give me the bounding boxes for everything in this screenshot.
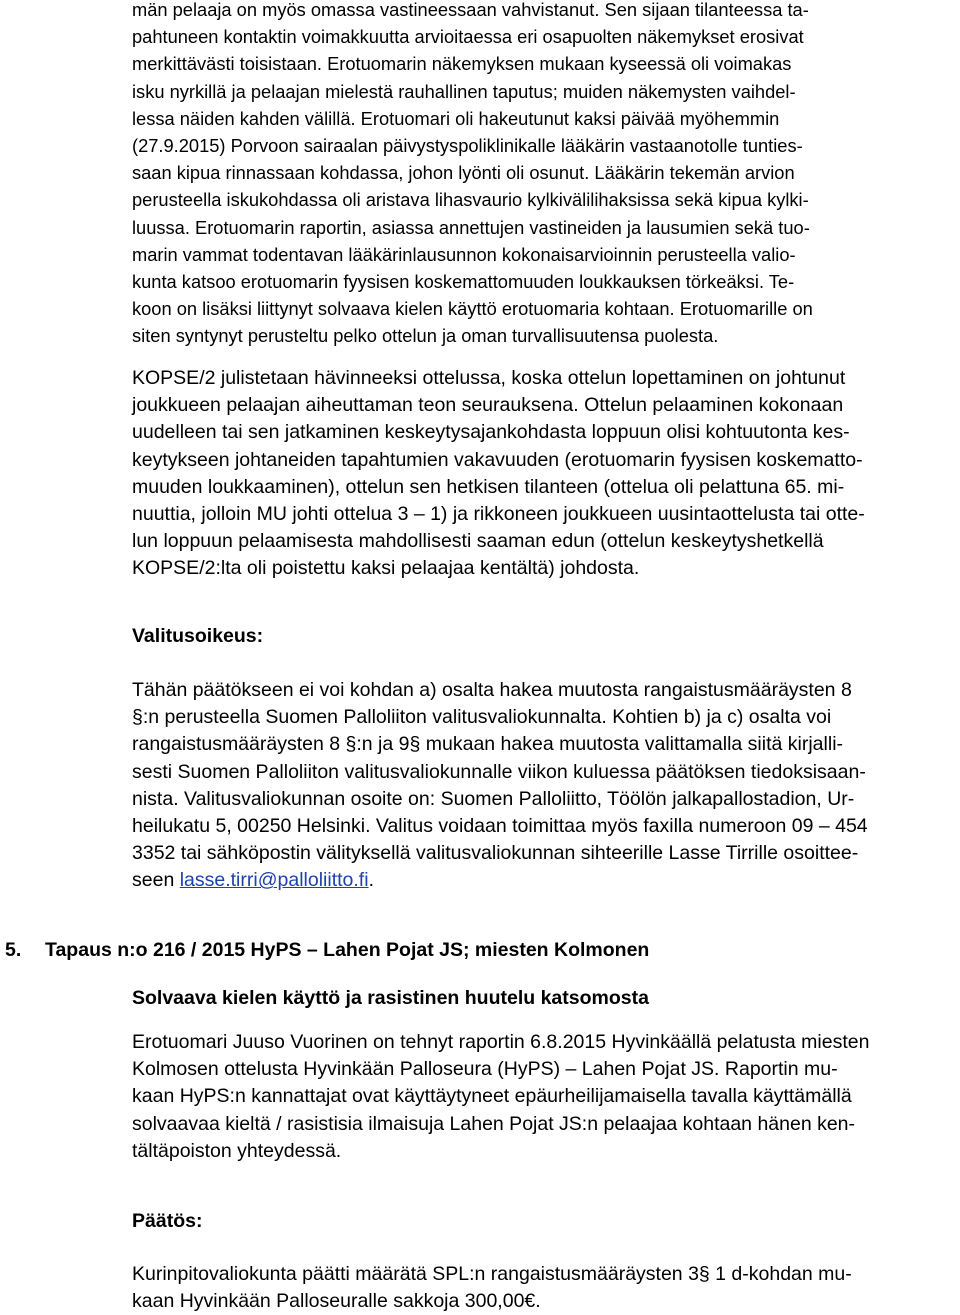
text-line: marin vammat todentavan lääkärinlausunnon kokonaisarvioinnin perusteella valio- [132,243,796,265]
text-line: lun loppuun pelaamisesta mahdollisesti saaman edun (ottelun keskeytyshetkellä [132,530,824,553]
text-line: luussa. Erotuomarin raportin, asiassa annettujen vastineiden ja lausumien sekä tuo- [132,216,810,238]
text-line: (27.9.2015) Porvoon sairaalan päivystyspoliklinikalle lääkärin vastaanotolle tunties- [132,134,803,156]
text-fragment: . [368,869,374,892]
text-line: kaan HyPS:n kannattajat ovat käyttäytyneet epäurheilijamaisella tavalla käyttämällä [132,1085,852,1108]
text-line: sesti Suomen Palloliiton valitusvaliokunnalle viikon kuluessa päätöksen tiedoksisaan- [132,760,866,783]
text-line: män pelaaja on myös omassa vastineessaan vahvistanut. Sen sijaan tilanteessa ta- [132,0,809,20]
paragraph-case-report [132,1029,960,1165]
valitusoikeus-heading: Valitusoikeus: [132,625,264,647]
text-line: joukkueen pelaajan aiheuttaman teon seurauksena. Ottelun pelaaminen kokonaan [132,394,844,417]
text-line: heilukatu 5, 00250 Helsinki. Valitus voidaan toimittaa myös faxilla numeroon 09 – 454 [132,814,868,837]
text-line: keytykseen johtaneiden tapahtumien vakavuuden (erotuomarin fyysisen koskematto- [132,448,863,471]
text-line: Kolmosen ottelusta Hyvinkään Palloseura (HyPS) – Lahen Pojat JS. Raportin mu- [132,1058,838,1081]
text-line: siten syntynyt perusteltu pelko ottelun ja oman turvallisuutensa puolesta. [132,325,719,347]
text-line: pahtuneen kontaktin voimakkuutta arvioitaessa eri osapuolten näkemykset erosivat [132,26,804,48]
text-line [132,867,960,894]
text-line: Tähän päätökseen ei voi kohdan a) osalta hakea muutosta rangaistusmääräysten 8 [132,679,852,701]
case-number: 5. [5,939,22,961]
text-line: Kurinpitovaliokunta päätti määrätä SPL:n rangaistusmääräysten 3§ 1 d-kohdan mu- [132,1263,852,1285]
text-line: merkittävästi toisistaan. Erotuomarin näkemyksen mukaan kyseessä oli voimakas [132,53,792,75]
text-line: tältäpoiston yhteydessä. [132,1139,342,1162]
paragraph-incident-assessment [132,0,960,349]
text-line: kunta katsoo erotuomarin fyysisen koskemattomuuden loukkauksen törkeäksi. Te- [132,270,795,292]
text-line: nista. Valitusvaliokunnan osoite on: Suomen Palloliitto, Töölön jalkapallostadion, Ur- [132,787,855,810]
text-line: saan kipua rinnassaan kohdassa, johon lyönti oli osunut. Lääkärin tekemän arvion [132,162,795,184]
text-line: 3352 tai sähköpostin välityksellä valitusvaliokunnan sihteerille Lasse Tirrille osoittee- [132,842,859,865]
paatos-heading: Päätös: [132,1210,203,1232]
text-line: solvaavaa kieltä / rasistisia ilmaisuja Lahen Pojat JS:n pelaajaa kohtaan hänen ken- [132,1112,856,1135]
text-fragment: seen [132,869,180,892]
text-line: KOPSE/2 julistetaan hävinneeksi ottelussa, koska ottelun lopettaminen on johtunut [132,367,846,389]
text-line: KOPSE/2:lta oli poistettu kaksi pelaajaa kentältä) johdosta. [132,557,640,580]
text-line: rangaistusmääräysten 8 §:n ja 9§ mukaan hakea muutosta valittamalla siitä kirjalli- [132,733,844,756]
case-title: Tapaus n:o 216 / 2015 HyPS – Lahen Pojat JS; miesten Kolmonen [45,939,650,961]
text-line: §:n perusteella Suomen Palloliiton valitusvaliokunnalta. Kohtien b) ja c) osalta voi [132,706,832,729]
text-line: isku nyrkillä ja pelaajan mielestä rauhallinen taputus; muiden näkemysten vaihdel- [132,80,796,102]
text-line: koon on lisäksi liittynyt solvaava kielen käyttö erotuomaria kohtaan. Erotuomarille on [132,298,813,320]
text-line: Erotuomari Juuso Vuorinen on tehnyt raportin 6.8.2015 Hyvinkäällä pelatusta miesten [132,1031,870,1053]
text-line: lessa näiden kahden välillä. Erotuomari oli hakeutunut kaksi päivää myöhemmin [132,107,780,129]
text-line: perusteella iskukohdassa oli aristava lihasvaurio kylkivälilihaksissa sekä kipua kylki- [132,189,809,211]
paragraph-kopse-forfeit [132,365,960,583]
text-line: uudelleen tai sen jatkaminen keskeytysajankohdasta loppuun olisi kohtuutonta kes- [132,421,850,444]
email-link[interactable]: lasse.tirri@palloliitto.fi [179,869,369,892]
text-line: muuden loukkaaminen), ottelun sen hetkisen tilanteen (ottelua oli pelattuna 65. mi- [132,475,845,498]
paragraph-decision [132,1261,960,1315]
case-subtitle: Solvaava kielen käyttö ja rasistinen huutelu katsomosta [132,987,649,1009]
text-line: nuuttia, jolloin MU johti ottelua 3 – 1) ja rikkoneen joukkueen uusintaottelusta tai otte- [132,502,865,525]
paragraph-appeal-rights [132,677,960,895]
text-line: kaan Hyvinkään Palloseuralle sakkoja 300,00€. [132,1290,541,1313]
